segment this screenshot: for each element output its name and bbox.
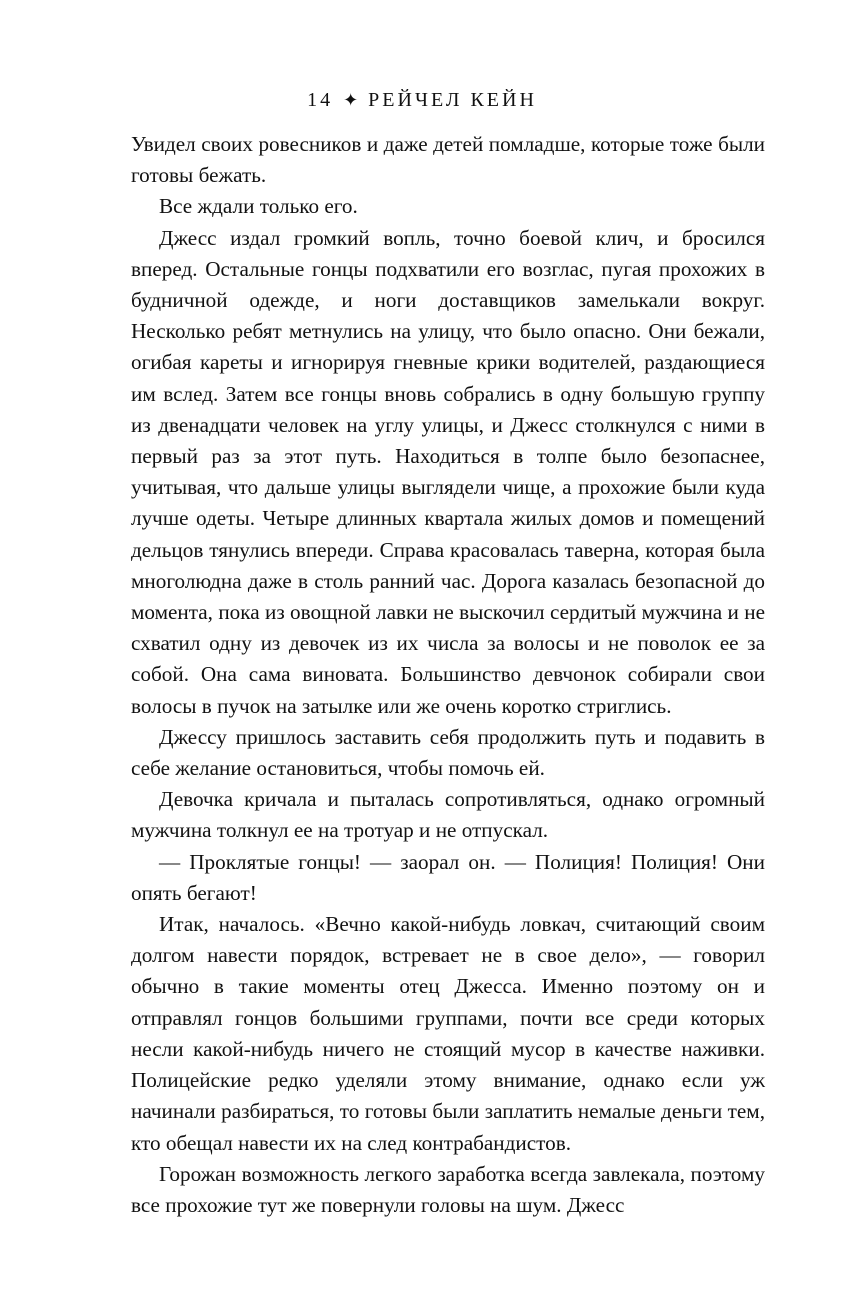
- paragraph: Увидел своих ровесников и даже детей помладше, которые тоже были готовы бежать.: [131, 132, 765, 188]
- body-text: [131, 129, 765, 1221]
- ornament-icon: ✦: [343, 90, 359, 110]
- paragraph: Джессу пришлось заставить себя продолжить путь и подавить в себе желание остановиться, чтобы помочь ей.: [131, 724, 765, 781]
- paragraph: Все ждали только его.: [159, 194, 358, 219]
- paragraph: — Проклятые гонцы! — заорал он. — Полиция! Полиция! Они опять бегают!: [131, 849, 765, 905]
- paragraph: Итак, началось. «Вечно какой-нибудь ловкач, считающий своим долгом навести порядок, встревает не в свое дело», — говорил обычно в такие моменты отец Джесса. Именно поэтому он и отправлял гонцов большими группами, почти все среди которых несли какой-нибудь ничего не стоящий мусор в качестве наживки. Полицейские редко уделяли этому внимание, однако если уж начинали разбираться, то готовы были заплатить немалые деньги тем, кто обещал навести их на след контрабандистов.: [131, 912, 765, 1155]
- running-header: [0, 86, 844, 114]
- author-name: РЕЙЧЕЛ КЕЙН: [368, 89, 537, 111]
- paragraph: Горожан возможность легкого заработка всегда завлекала, поэтому все прохожие тут же повернули головы на шум. Джесс: [131, 1161, 765, 1217]
- paragraph: Девочка кричала и пыталась сопротивляться, однако огромный мужчина толкнул ее на тротуар и не отпускал.: [131, 787, 765, 843]
- page-number: 14: [307, 89, 334, 111]
- paragraph: Джесс издал громкий вопль, точно боевой клич, и бросился вперед. Остальные гонцы подхватили его возглас, пугая прохожих в будничной одежде, и ноги доставщиков замелькали вокруг. Несколько ребят метнулись на улицу, что было опасно. Они бежали, огибая кареты и игнорируя гневные крики водителей, раздающиеся им вслед. Затем все гонцы вновь собрались в одну большую группу из двенадцати человек на углу улицы, и Джесс столкнулся с ними в первый раз за этот путь. Находиться в толпе было безопаснее, учитывая, что дальше улицы выглядели чище, а прохожие были куда лучше одеты. Четыре длинных квартала жилых домов и помещений дельцов тянулись впереди. Справа красовалась таверна, которая была многолюдна даже в столь ранний час. Дорога казалась безопасной до момента, пока из овощной лавки не выскочил сердитый мужчина и не схватил одну из девочек из их числа за волосы и не поволок ее за собой. Она сама виновата. Большинство девчонок собирали свои волосы в пучок на затылке или же очень коротко стриглись.: [131, 225, 765, 718]
